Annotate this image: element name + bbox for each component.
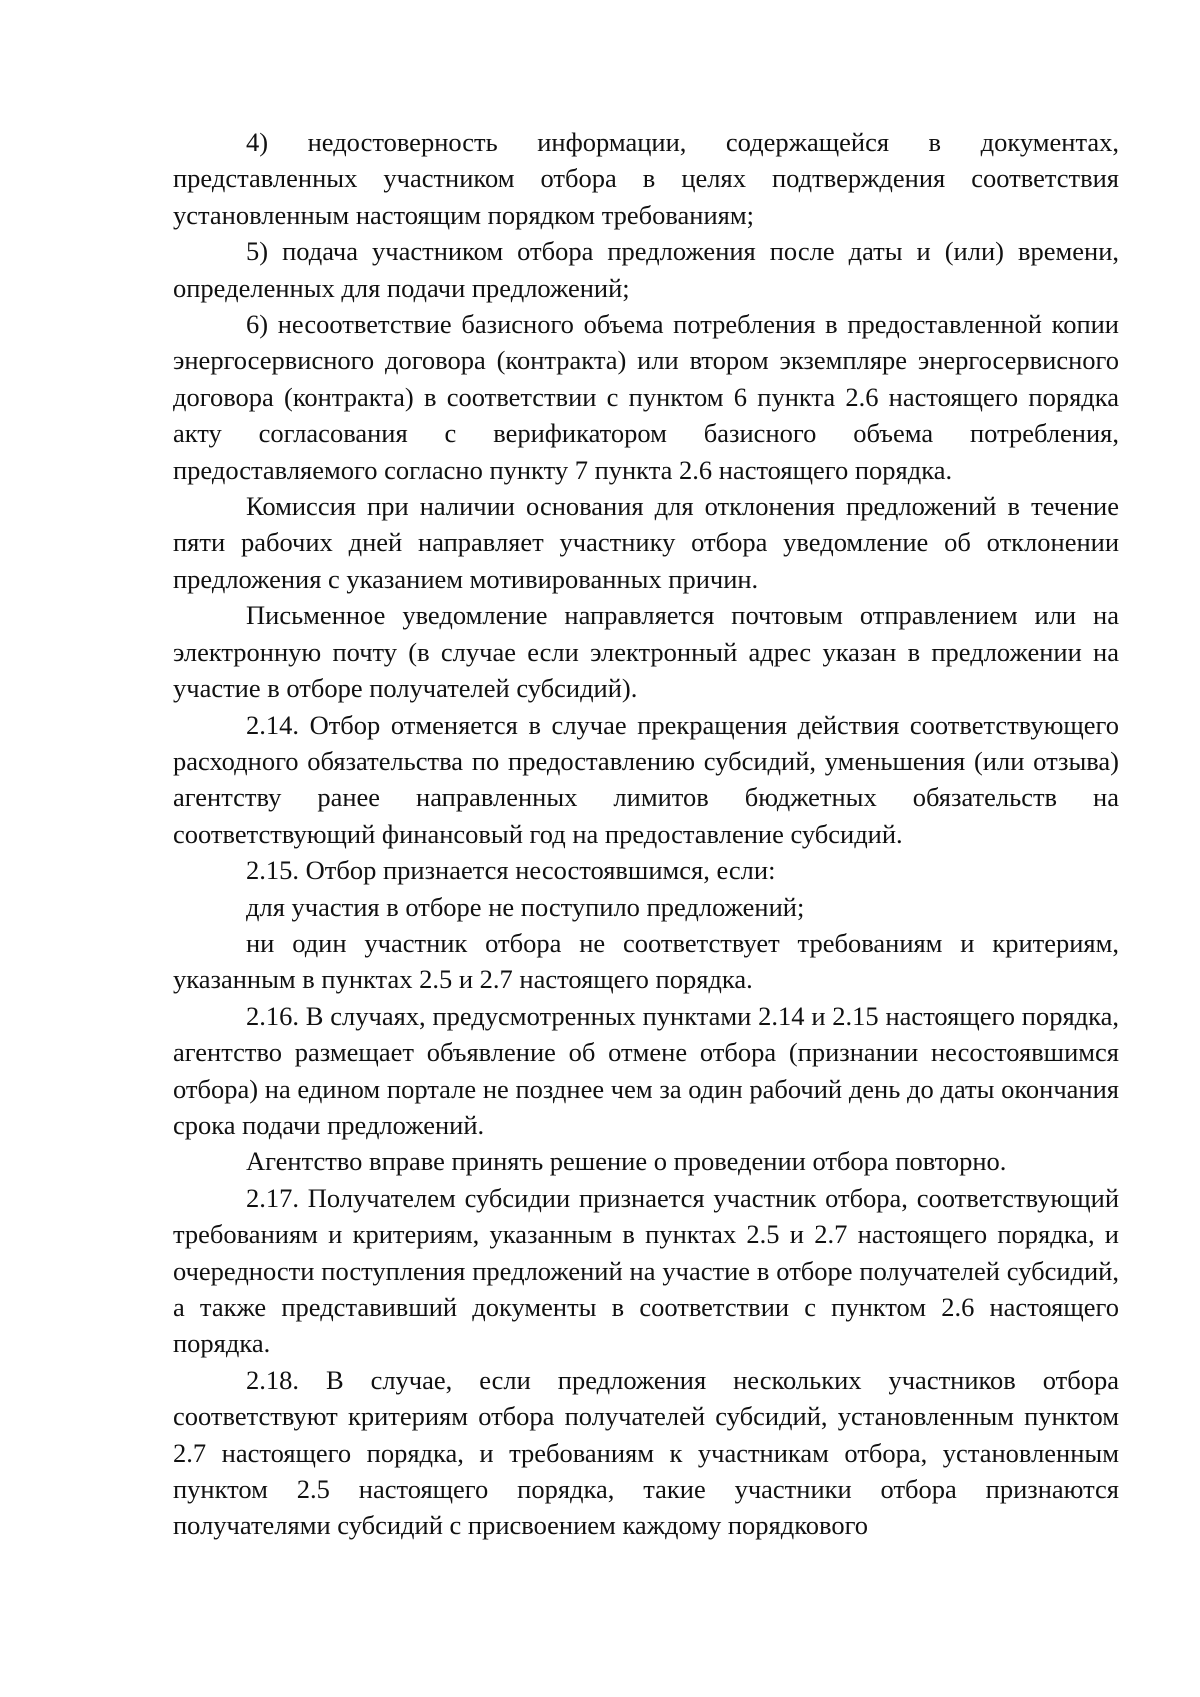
paragraph-item-6: 6) несоответствие базисного объема потребления в предоставленной копии энергосервисного договора (контракта) или втором экземпляре энергосервисного договора (контракта) в соответствии с пунктом 6 пункта 2.6 настоящего порядка акту согласования с верификатором базисного объема потребления, предоставляемого согласно пункту 7 пункта 2.6 настоящего порядка. <box>173 309 1119 485</box>
paragraph-2-15-case-1: для участия в отборе не поступило предложений; <box>246 891 805 922</box>
paragraph-2-18: 2.18. В случае, если предложения нескольких участников отбора соответствуют критериям отбора получателей субсидий, установленным пунктом 2.7 настоящего порядка, и требованиям к участникам отбора, установленным пунктом 2.5 настоящего порядка, такие участники отбора признаются получателями субсидий с присвоением каждому порядкового <box>173 1364 1119 1541</box>
paragraph-item-4: 4) недостоверность информации, содержащейся в документах, представленных участником отбора в целях подтверждения соответствия установленным настоящим порядком требованиям; <box>173 127 1119 230</box>
paragraph-2-16: 2.16. В случаях, предусмотренных пунктами 2.14 и 2.15 настоящего порядка, агентство размещает объявление об отмене отбора (признании несостоявшимся отбора) на едином портале не позднее чем за один рабочий день до даты окончания срока подачи предложений. <box>173 1000 1119 1140</box>
paragraph-agency-repeat: Агентство вправе принять решение о проведении отбора повторно. <box>246 1146 1007 1177</box>
paragraph-item-5: 5) подача участником отбора предложения после даты и (или) времени, определенных для подачи предложений; <box>173 236 1119 303</box>
paragraph-2-14: 2.14. Отбор отменяется в случае прекращения действия соответствующего расходного обязательства по предоставлению субсидий, уменьшения (или отзыва) агентству ранее направленных лимитов бюджетных обязательств на соответствующий финансовый год на предоставление субсидий. <box>173 709 1119 849</box>
document-page <box>173 124 1119 1544</box>
paragraph-2-15-case-2: ни один участник отбора не соответствует требованиям и критериям, указанным в пунктах 2.5 и 2.7 настоящего порядка. <box>173 927 1119 995</box>
paragraph-2-17: 2.17. Получателем субсидии признается участник отбора, соответствующий требованиям и критериям, указанным в пунктах 2.5 и 2.7 настоящего порядка, и очередности поступления предложений на участие в отборе получателей субсидий, а также представивший документы в соответствии с пунктом 2.6 настоящего порядка. <box>173 1182 1119 1359</box>
paragraph-2-15: 2.15. Отбор признается несостоявшимся, если: <box>246 855 776 886</box>
paragraph-commission: Комиссия при наличии основания для отклонения предложений в течение пяти рабочих дней направляет участнику отбора уведомление об отклонении предложения с указанием мотивированных причин. <box>173 491 1119 594</box>
paragraph-written-notice: Письменное уведомление направляется почтовым отправлением или на электронную почту (в случае если электронный адрес указан в предложении на участие в отборе получателей субсидий). <box>173 600 1119 704</box>
